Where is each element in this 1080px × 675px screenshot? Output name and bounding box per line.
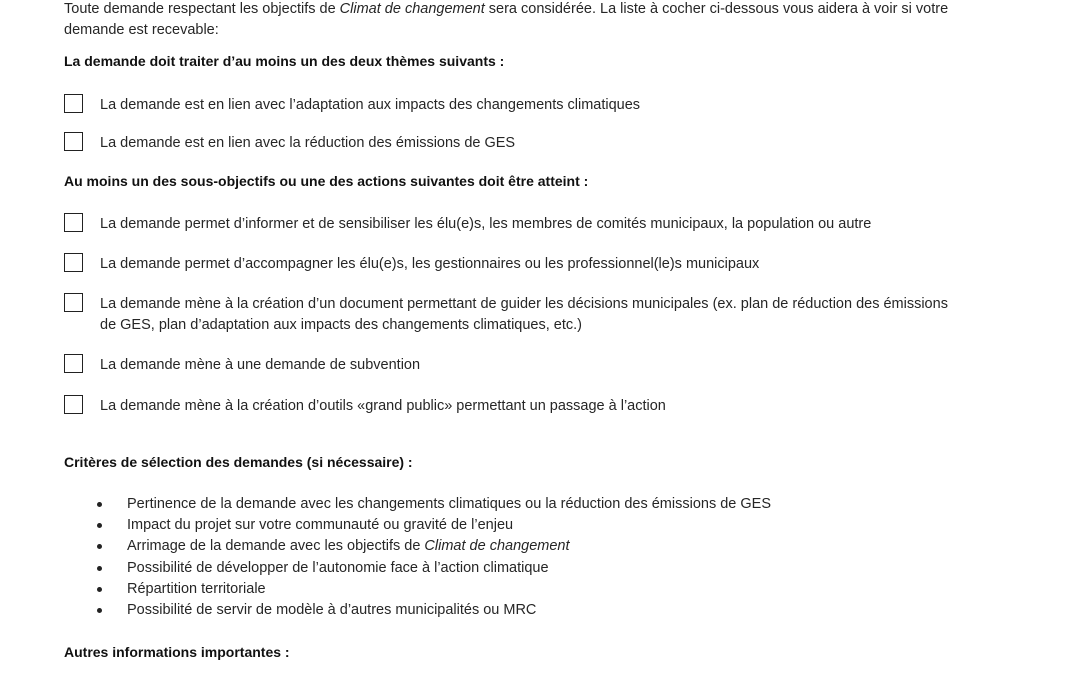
bullet-icon [97,502,102,507]
intro-text-1: Toute demande respectant les objectifs de [64,1,340,17]
checkbox[interactable] [64,395,83,414]
bullet-icon [97,608,102,613]
criteria-text: Impact du projet sur votre communauté ou gravité de l’enjeu [127,517,514,534]
intro-text-3: demande est recevable: [64,22,219,38]
bullet-icon [97,544,102,549]
checkbox[interactable] [64,94,83,113]
checklist-item-label [100,294,1025,336]
criteria-text [127,536,570,557]
criteria-text: Possibilité de servir de modèle à d’autres municipalités ou MRC [127,601,537,618]
program-name: Climat de changement [424,538,570,555]
checklist-item-label: La demande mène à une demande de subvention [100,357,421,373]
section2-heading: Au moins un des sous-objectifs ou une des actions suivantes doit être atteint : [64,173,589,189]
section1-heading: La demande doit traiter d’au moins un des deux thèmes suivants : [64,53,505,69]
checkbox[interactable] [64,253,83,272]
bullet-icon [97,523,102,528]
checkbox[interactable] [64,293,83,312]
checklist-item-label: La demande permet d’informer et de sensibiliser les élu(e)s, les membres de comités municipaux, la population ou autre [100,216,872,232]
criteria-text: Pertinence de la demande avec les changements climatiques ou la réduction des émissions de GES [127,496,772,512]
checklist-item-label: La demande mène à la création d’outils «grand public» permettant un passage à l’action [100,398,666,414]
intro-paragraph [64,0,1024,41]
checklist-item-label: La demande est en lien avec l’adaptation aux impacts des changements climatiques [100,97,641,113]
checklist-item-label-line1: La demande mène à la création d’un document permettant de guider les décisions municipales (ex. plan de réduction des émissions [100,296,948,312]
checkbox[interactable] [64,354,83,373]
bullet-icon [97,566,102,571]
criteria-text-part: Arrimage de la demande avec les objectifs de [127,538,425,555]
intro-text-2: sera considérée. La liste à cocher ci-dessous vous aidera à voir si votre [484,1,949,17]
criteria-text: Répartition territoriale [127,580,266,597]
checklist-item-label-line2: de GES, plan d’adaptation aux impacts des changements climatiques, etc.) [100,317,582,333]
checklist-item-label: La demande est en lien avec la réduction des émissions de GES [100,135,516,151]
intro-program-name: Climat de changement [339,1,485,17]
section4-heading: Autres informations importantes : [64,644,290,660]
criteria-text: Possibilité de développer de l’autonomie face à l’action climatique [127,559,549,576]
checklist-item-label: La demande permet d’accompagner les élu(e)s, les gestionnaires ou les professionnel(le)s municipaux [100,256,760,272]
section3-heading: Critères de sélection des demandes (si nécessaire) : [64,454,413,470]
checkbox[interactable] [64,132,83,151]
checkbox[interactable] [64,213,83,232]
bullet-icon [97,587,102,592]
